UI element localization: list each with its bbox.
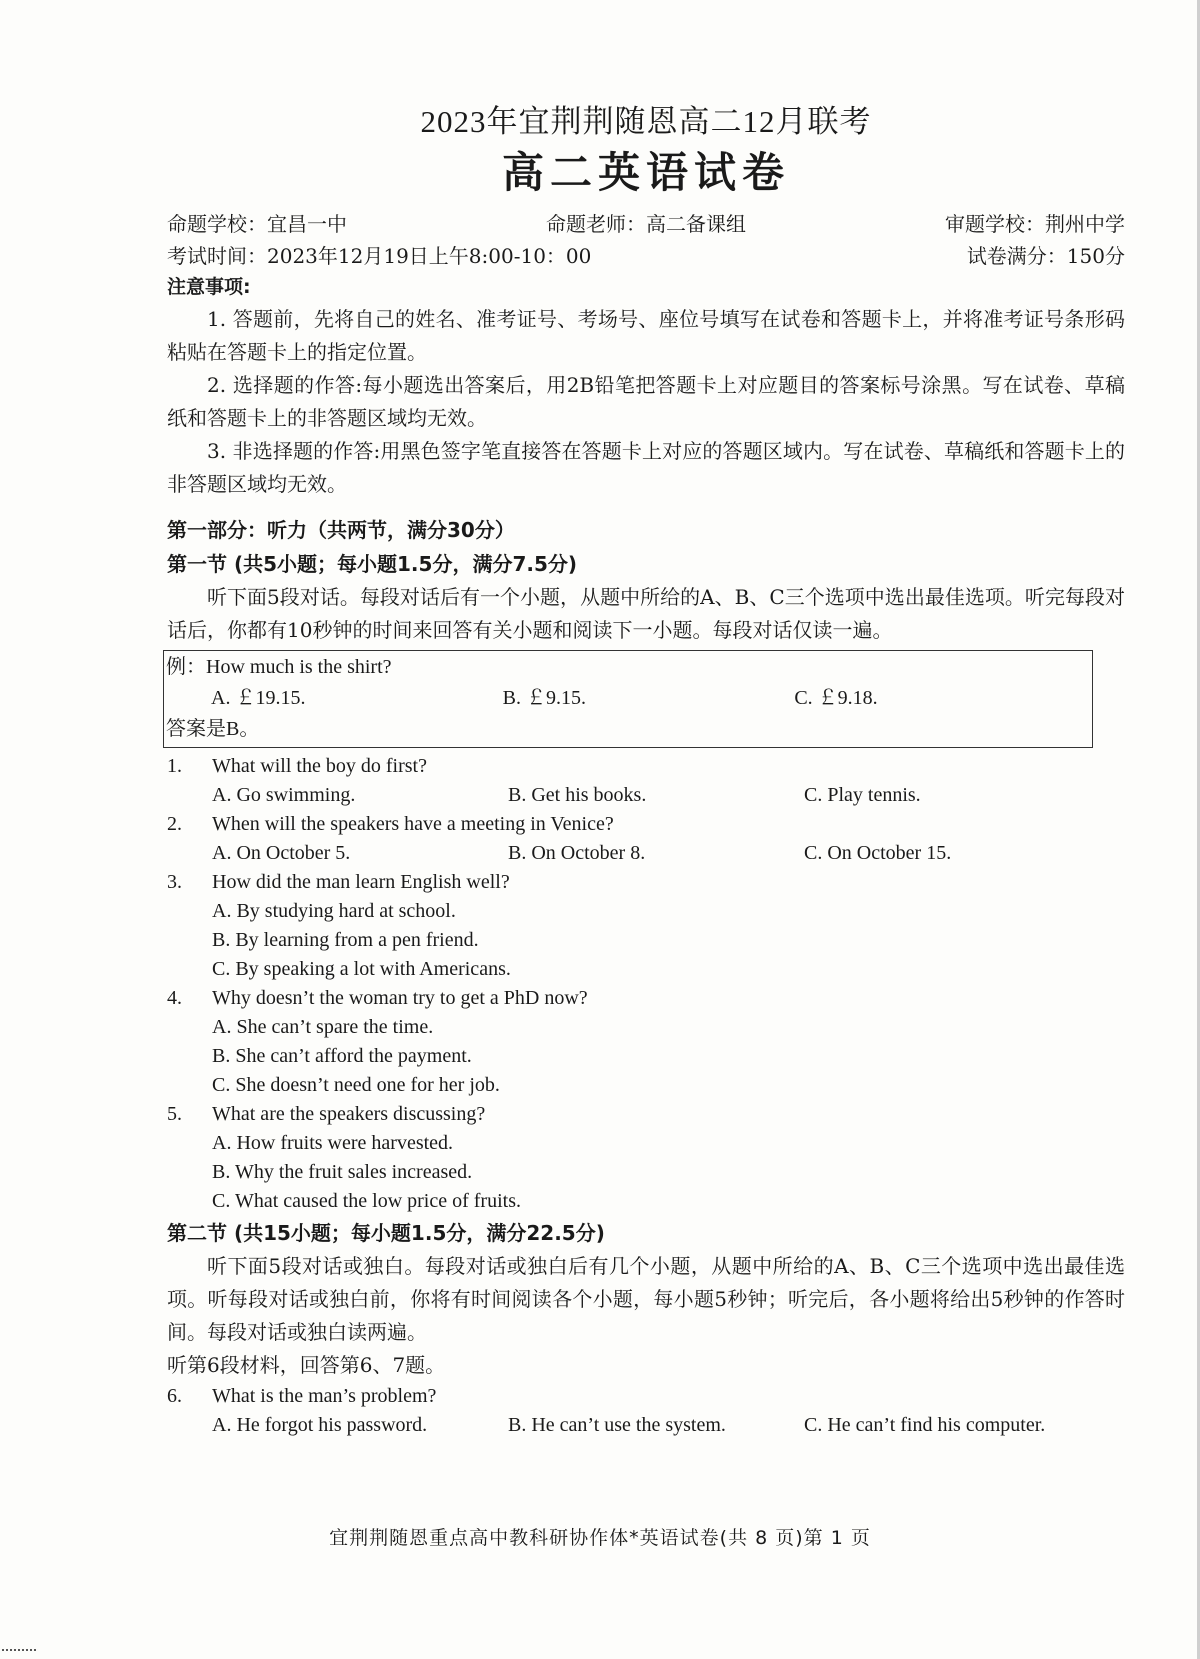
option-c: C. He can’t find his computer.: [804, 1414, 1046, 1436]
option-a: A. How fruits were harvested.: [212, 1132, 454, 1154]
page-content: [167, 100, 1125, 1440]
notice-item-3: 3. 非选择题的作答:用黑色签字笔直接答在答题卡上对应的答题区域内。写在试卷、草稿纸和答题卡上的非答题区域均无效。: [167, 439, 1125, 496]
example-option-c: C. ￡9.18.: [794, 687, 878, 709]
reviewer-label: 审题学校：荆州中学: [945, 212, 1125, 236]
example-options: [166, 683, 1086, 714]
option-a: A. By studying hard at school.: [212, 900, 456, 922]
question-6: [167, 1382, 1125, 1440]
question-3: [167, 868, 1125, 984]
question-text: What are the speakers discussing?: [212, 1103, 486, 1125]
material-note: 听第6段材料，回答第6、7题。: [167, 1353, 446, 1377]
question-number: 1.: [167, 755, 182, 777]
option-c: C. What caused the low price of fruits.: [212, 1190, 521, 1212]
exam-subtitle: 高二英语试卷: [501, 148, 790, 197]
question-text: Why doesn’t the woman try to get a PhD now?: [212, 987, 588, 1009]
option-b: B. Get his books.: [508, 784, 647, 806]
option-c: C. On October 15.: [804, 842, 952, 864]
option-a: A. He forgot his password.: [212, 1414, 428, 1436]
section1-instruction: 听下面5段对话。每段对话后有一个小题，从题中所给的A、B、C三个选项中选出最佳选项。听完每段对话后，你都有10秒钟的时间来回答有关小题和阅读下一小题。每段对话仅读一遍。: [167, 585, 1125, 642]
option-c: C. By speaking a lot with Americans.: [212, 958, 511, 980]
meta-row-1: [167, 208, 1125, 240]
meta-row-2: [167, 240, 1125, 272]
exam-title: 2023年宜荆荆随恩高二12月联考: [420, 104, 872, 139]
question-number: 2.: [167, 813, 182, 835]
question-number: 3.: [167, 871, 182, 893]
question-text: How did the man learn English well?: [212, 871, 510, 893]
exam-time-label: 考试时间：2023年12月19日上午8:00-10：00: [167, 244, 592, 268]
example-option-b: B. ￡9.15.: [502, 687, 587, 709]
notice-heading: 注意事项:: [167, 276, 251, 298]
example-box: [163, 650, 1093, 748]
teacher-label: 命题老师：高二备课组: [546, 212, 746, 236]
option-a: A. On October 5.: [212, 842, 351, 864]
option-b: B. She can’t afford the payment.: [212, 1045, 472, 1067]
question-text: When will the speakers have a meeting in Venice?: [212, 813, 614, 835]
page-footer: 宜荆荆随恩重点高中教科研协作体*英语试卷(共 8 页)第 1 页: [329, 1527, 871, 1549]
school-label: 命题学校：宜昌一中: [167, 212, 347, 236]
option-b: B. On October 8.: [508, 842, 646, 864]
full-score-label: 试卷满分：150分: [966, 244, 1125, 268]
question-5: [167, 1100, 1125, 1216]
question-1: [167, 752, 1125, 810]
question-2: [167, 810, 1125, 868]
question-number: 6.: [167, 1385, 182, 1407]
example-answer: 答案是B。: [166, 718, 260, 740]
notice-item-1: 1. 答题前，先将自己的姓名、准考证号、考场号、座位号填写在试卷和答题卡上，并将准考证号条形码粘贴在答题卡上的指定位置。: [167, 307, 1125, 364]
question-4: [167, 984, 1125, 1100]
option-b: B. He can’t use the system.: [508, 1414, 726, 1436]
section2-heading: 第二节 (共15小题；每小题1.5分，满分22.5分): [167, 1221, 605, 1245]
example-option-a: A. ￡19.15.: [211, 687, 306, 709]
section2-instruction: 听下面5段对话或独白。每段对话或独白后有几个小题，从题中所给的A、B、C三个选项中选出最佳选项。听每段对话或独白前，你将有时间阅读各个小题，每小题5秒钟；听完后，各小题将给出5秒钟的作答时间。每段对话或独白读两遍。: [167, 1254, 1125, 1344]
question-text: What is the man’s problem?: [212, 1385, 437, 1407]
option-b: B. By learning from a pen friend.: [212, 929, 479, 951]
notice-item-2: 2. 选择题的作答:每小题选出答案后，用2B铅笔把答题卡上对应题目的答案标号涂黑。写在试卷、草稿纸和答题卡上的非答题区域均无效。: [167, 373, 1125, 430]
option-c: C. Play tennis.: [804, 784, 921, 806]
option-c: C. She doesn’t need one for her job.: [212, 1074, 500, 1096]
question-text: What will the boy do first?: [212, 755, 427, 777]
example-question: 例：How much is the shirt?: [166, 656, 392, 678]
question-number: 4.: [167, 987, 182, 1009]
question-number: 5.: [167, 1103, 182, 1125]
part1-heading: 第一部分：听力（共两节，满分30分）: [167, 518, 515, 542]
option-a: A. She can’t spare the time.: [212, 1016, 434, 1038]
option-b: B. Why the fruit sales increased.: [212, 1161, 473, 1183]
option-a: A. Go swimming.: [212, 784, 356, 806]
scan-corner-mark: [2, 1649, 36, 1654]
section1-heading: 第一节 (共5小题；每小题1.5分，满分7.5分): [167, 552, 578, 576]
